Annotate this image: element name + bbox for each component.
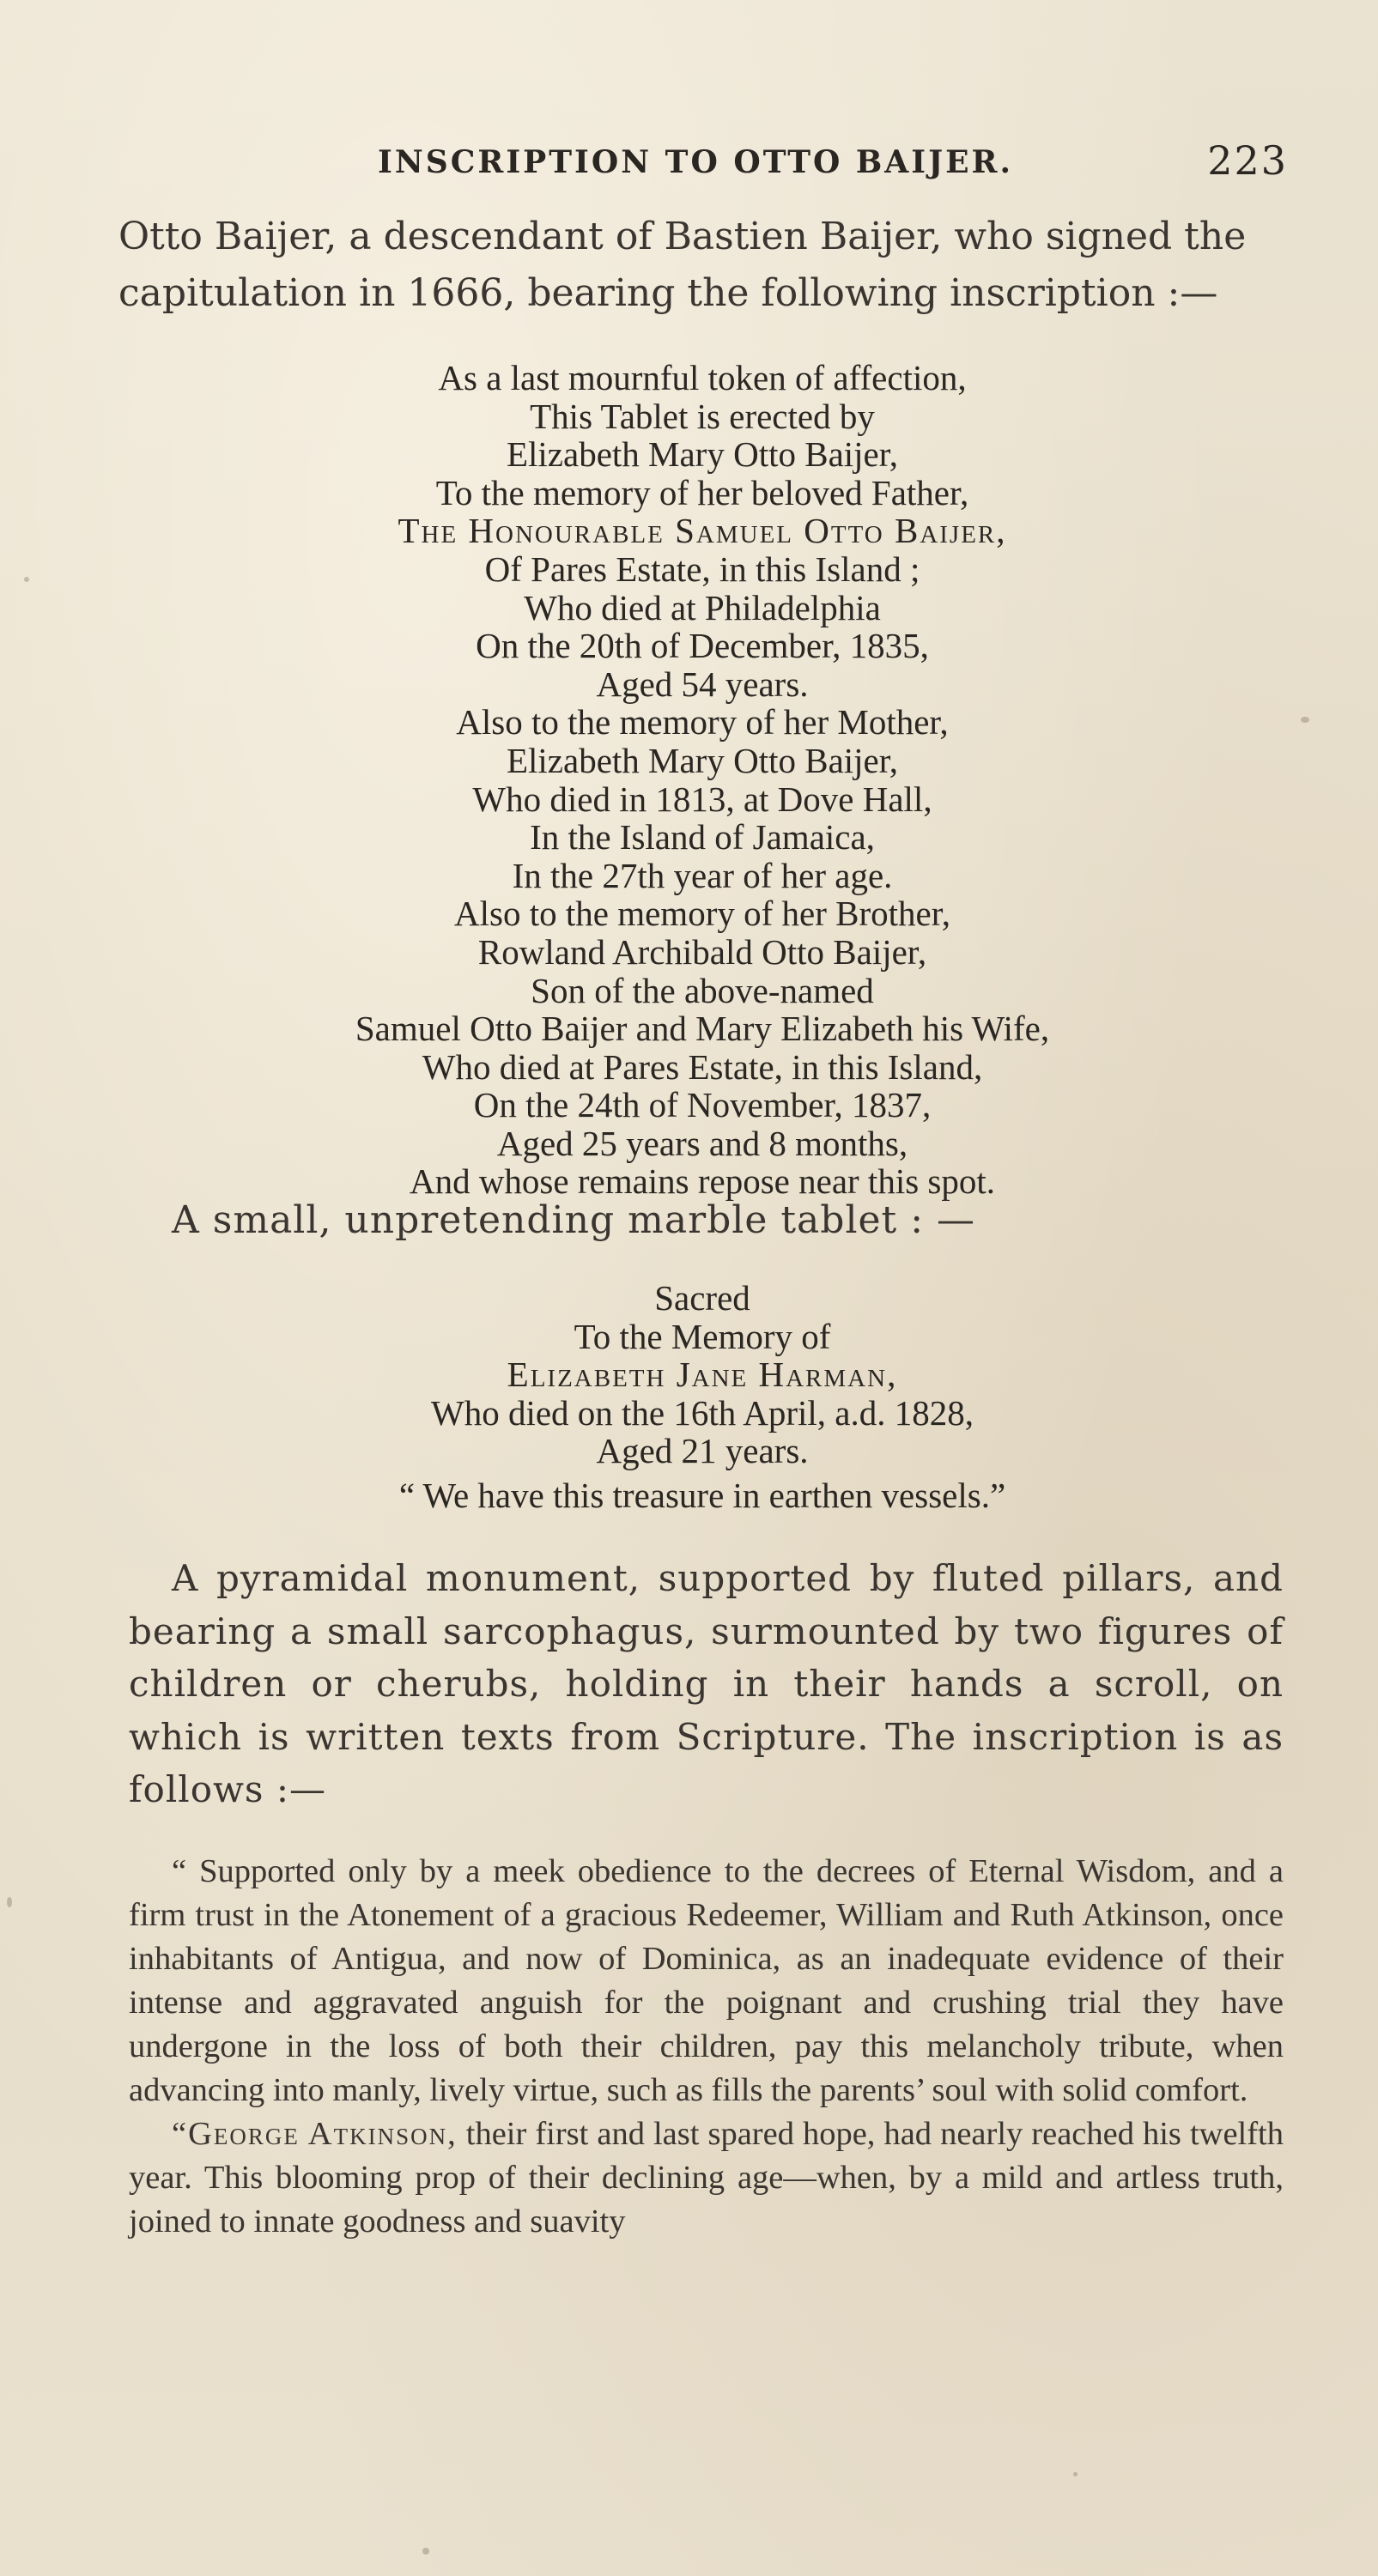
- inscription-line: On the 24th of November, 1837,: [473, 1085, 932, 1125]
- baijer-inscription: [118, 359, 1286, 1201]
- inscription-line: Aged 21 years.: [596, 1431, 809, 1471]
- inscription-line: Elizabeth Mary Otto Baijer,: [506, 740, 899, 780]
- atkinson-paragraph-two-text: their first and last spared hope, had nearly reached his twelfth year. This blooming prop of their declining age—when, by a mild and artless truth, joined to innate goodness and suavity: [129, 2116, 1284, 2240]
- inscription-line: In the Island of Jamaica,: [530, 817, 875, 858]
- foxing-spot: [1073, 2472, 1078, 2476]
- scripture-quote: “ We have this treasure in earthen vessels.”: [398, 1476, 1006, 1515]
- inscription-line: To the memory of her beloved Father,: [435, 472, 969, 512]
- inscription-line: Also to the memory of her Brother,: [454, 894, 950, 934]
- inscription-line: Rowland Archibald Otto Baijer,: [477, 931, 927, 972]
- monument-text: A pyramidal monument, supported by fluted pillars, and bearing a small sarcophagus, surmounted by two figures of children or cherubs, holding in their hands a scroll, on which is written texts from Scripture. The inscription is as follows :—: [129, 1557, 1284, 1810]
- tablet-intro: A small, unpretending marble tablet : —: [172, 1198, 976, 1242]
- inscription-line: On the 20th of December, 1835,: [476, 626, 929, 666]
- inscription-line: To the Memory of: [574, 1316, 831, 1356]
- inscription-line: Aged 54 years.: [596, 664, 809, 704]
- foxing-spot: [24, 577, 29, 582]
- atkinson-paragraph-two: [129, 2112, 1284, 2244]
- atkinson-paragraph-one: “ Supported only by a meek obedience to the decrees of Eternal Wisdom, and a firm trust in the Atonement of a gracious Redeemer, William and Ruth Atkinson, once inhabitants of Antigua, and now of Dominica, as an inadequate evidence of their intense and aggravated anguish for the poignant and crushing trial they have undergone in the loss of both their children, pay this melancholy tribute, when advancing into manly, lively virtue, such as fills the parents’ soul with solid comfort.: [129, 1853, 1284, 2108]
- lead-text: Otto Baijer, a descendant of Bastien Baijer, who signed the capitulation in 1666, bearing the following inscription :—: [118, 215, 1247, 315]
- inscription-line: This Tablet is erected by: [530, 396, 875, 436]
- foxing-spot: [1301, 717, 1309, 723]
- inscription-line: And whose remains repose near this spot.: [409, 1161, 996, 1202]
- inscription-line: As a last mournful token of affection,: [438, 358, 967, 397]
- inscription-line: Elizabeth Jane Harman,: [507, 1355, 898, 1395]
- inscription-line: Who died at Philadelphia: [524, 587, 881, 627]
- lead-paragraph: [118, 209, 1286, 322]
- inscription-line: Who died in 1813, at Dove Hall,: [472, 779, 932, 819]
- inscription-line: Who died on the 16th April, a.d. 1828,: [431, 1392, 974, 1433]
- running-head: INSCRIPTION TO OTTO BAIJER.: [378, 144, 1014, 180]
- inscription-line: Of Pares Estate, in this Island ;: [484, 549, 920, 589]
- inscription-line: Samuel Otto Baijer and Mary Elizabeth his Wife,: [355, 1009, 1050, 1049]
- atkinson-inscription: [129, 1850, 1284, 2244]
- inscription-line: Elizabeth Mary Otto Baijer,: [506, 434, 899, 475]
- foxing-spot: [422, 2548, 429, 2555]
- inscription-line: Son of the above-named: [531, 970, 874, 1010]
- foxing-spot: [7, 1897, 12, 1907]
- inscription-line: The Honourable Samuel Otto Baijer,: [398, 511, 1007, 551]
- monument-description: [129, 1552, 1284, 1816]
- inscription-line: Also to the memory of her Mother,: [456, 702, 949, 742]
- page-header: [129, 137, 1288, 189]
- inscription-line: Who died at Pares Estate, in this Island,: [422, 1046, 983, 1087]
- page-number: 223: [1207, 137, 1288, 184]
- george-atkinson-name: “George Atkinson,: [172, 2116, 458, 2152]
- inscription-line: Aged 25 years and 8 months,: [496, 1123, 908, 1163]
- harman-inscription: [118, 1279, 1286, 1470]
- inscription-line: Sacred: [654, 1278, 750, 1318]
- inscription-line: In the 27th year of her age.: [512, 855, 893, 895]
